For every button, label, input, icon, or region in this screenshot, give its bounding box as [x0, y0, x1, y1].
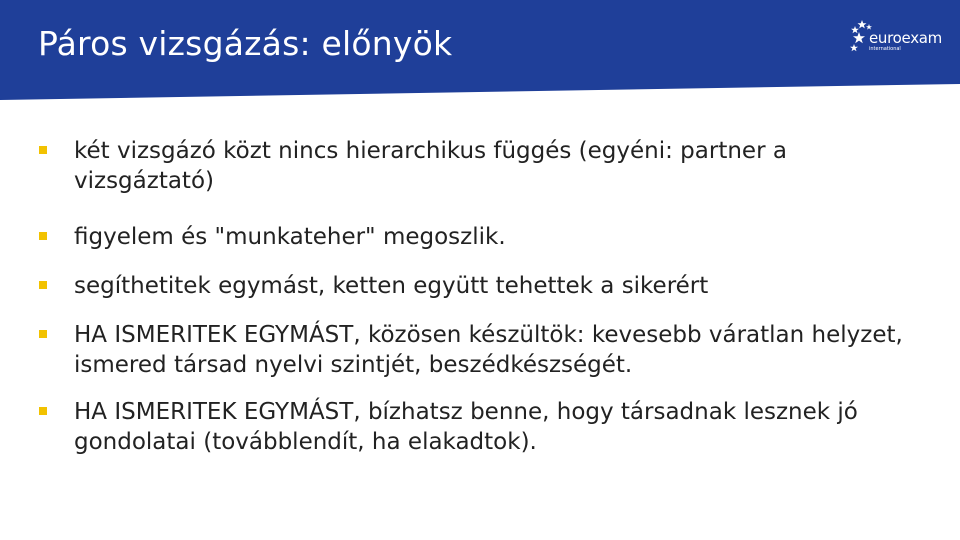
square-bullet-icon: [39, 232, 47, 240]
bullet-text: két vizsgázó közt nincs hierarchikus függés (egyéni: partner a vizsgáztató): [74, 138, 787, 194]
slide-title: Páros vizsgázás: előnyök: [38, 24, 453, 63]
bullet-item: [38, 271, 918, 301]
square-bullet-icon: [39, 330, 47, 338]
bullet-text: HA ISMERITEK EGYMÁST, közösen készültök: kevesebb váratlan helyzet, ismered társad nyelvi szintjét, beszédkészségét.: [74, 322, 903, 378]
bullet-item: [38, 222, 918, 252]
euroexam-logo: [848, 18, 944, 58]
logo-sub-text: international: [869, 46, 901, 52]
logo-brand-text: euroexam: [869, 29, 942, 47]
bullet-text: segíthetitek egymást, ketten együtt tehettek a sikerért: [74, 273, 709, 299]
bullet-item: [38, 136, 918, 196]
bullet-item: [38, 397, 918, 457]
bullet-list: [38, 136, 918, 457]
bullet-item: [38, 320, 918, 380]
title-banner: [0, 0, 960, 100]
square-bullet-icon: [39, 407, 47, 415]
square-bullet-icon: [39, 281, 47, 289]
square-bullet-icon: [39, 146, 47, 154]
bullet-text: HA ISMERITEK EGYMÁST, bízhatsz benne, hogy társadnak lesznek jó gondolatai (továbblendít, ha elakadtok).: [74, 399, 858, 455]
bullet-text: figyelem és "munkateher" megoszlik.: [74, 224, 506, 250]
